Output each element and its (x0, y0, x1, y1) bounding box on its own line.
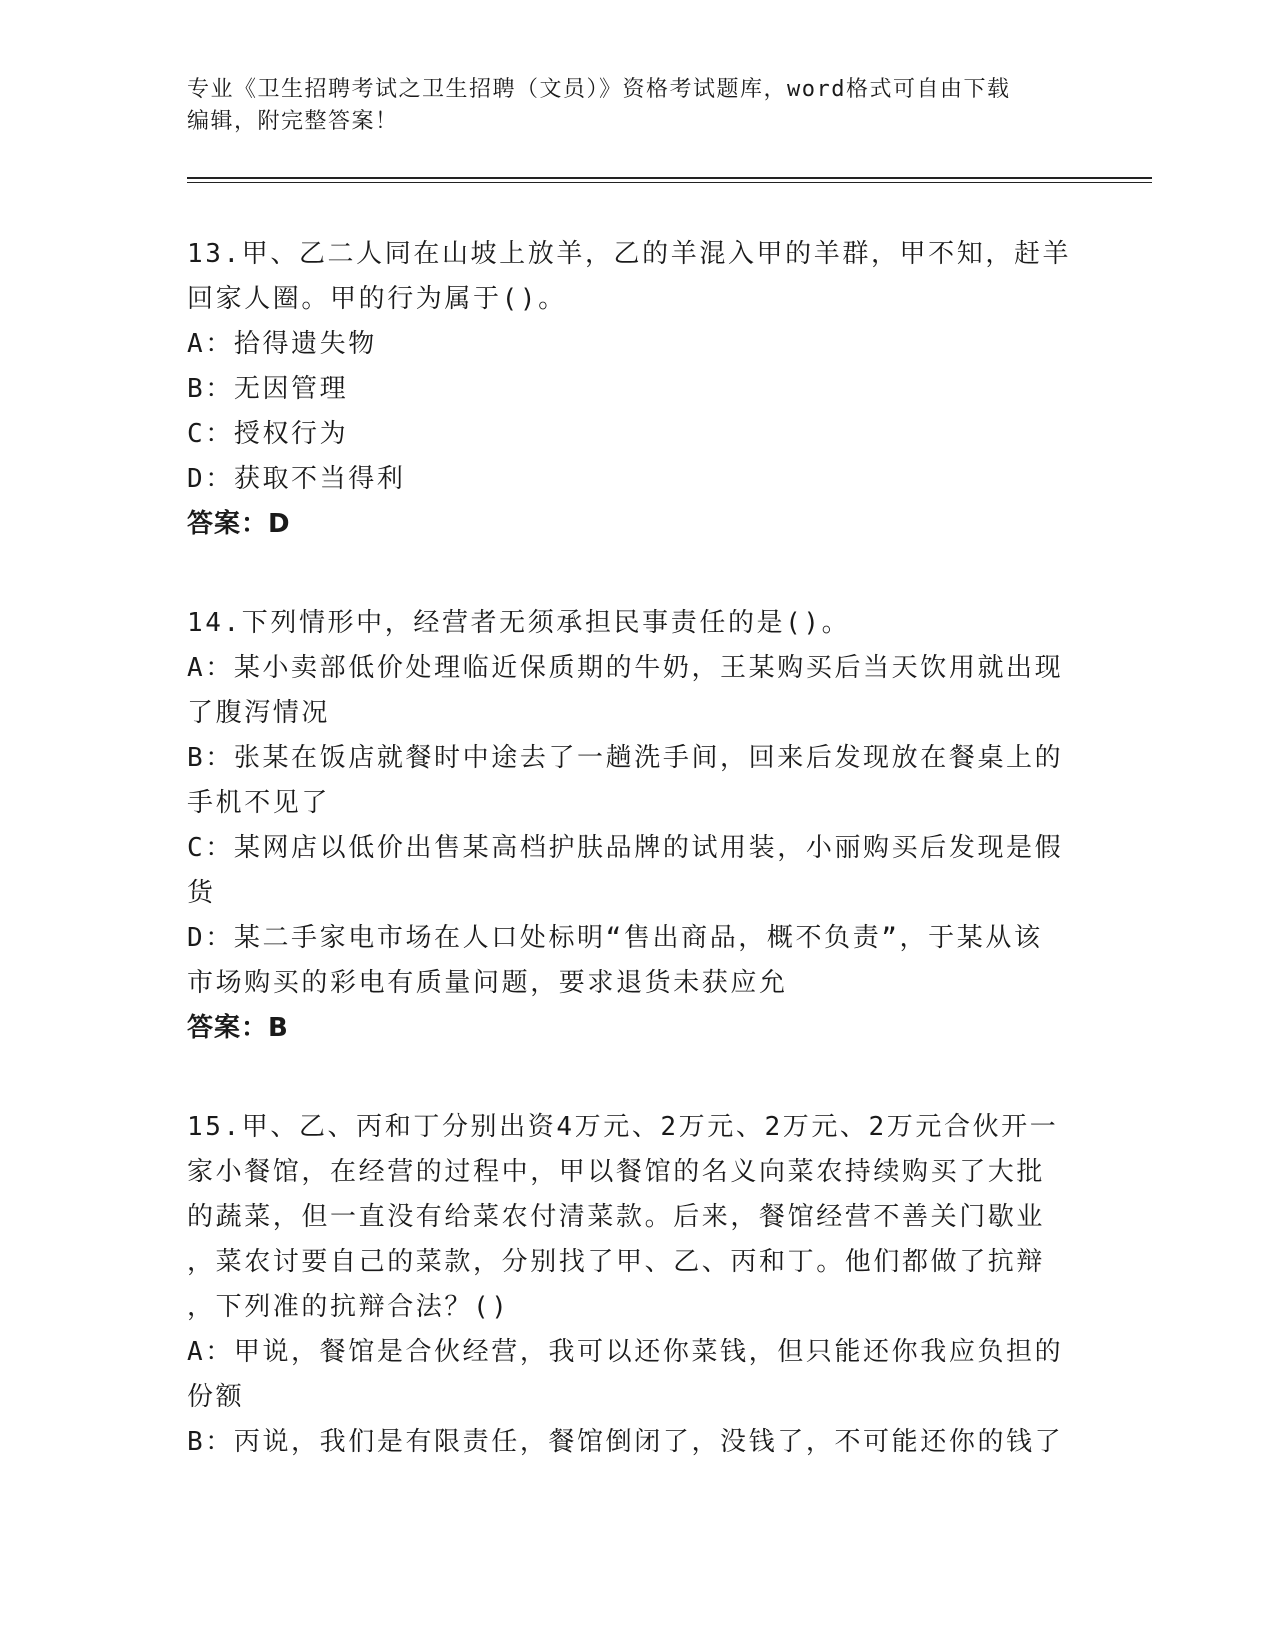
header-divider-thin (187, 182, 1152, 183)
answer: 答案：D (187, 509, 291, 539)
question-text: 的蔬菜，但一直没有给菜农付清菜款。后来，餐馆经营不善关门歇业 (187, 1202, 1046, 1232)
option-b: B：张某在饭店就餐时中途去了一趟洗手间，回来后发现放在餐桌上的 (187, 743, 1064, 773)
question-gap (187, 547, 1087, 601)
option-a: A：某小卖部低价处理临近保质期的牛奶，王某购买后当天饮用就出现 (187, 653, 1064, 683)
option-c-cont: 货 (187, 878, 216, 908)
option-a: A：甲说，餐馆是合伙经营，我可以还你菜钱，但只能还你我应负担的 (187, 1337, 1064, 1367)
header-divider-thick (187, 177, 1152, 179)
question-13 (187, 232, 1087, 547)
question-15 (187, 1105, 1087, 1465)
question-text: 15.甲、乙、丙和丁分别出资4万元、2万元、2万元、2万元合伙开一 (187, 1112, 1059, 1142)
question-text: 13.甲、乙二人同在山坡上放羊，乙的羊混入甲的羊群，甲不知，赶羊 (187, 239, 1072, 269)
option-b-cont: 手机不见了 (187, 788, 331, 818)
question-gap (187, 1051, 1087, 1105)
header-line-2: 编辑，附完整答案！ (187, 109, 399, 134)
option-d-cont: 市场购买的彩电有质量问题，要求退货未获应允 (187, 968, 788, 998)
question-text: 14.下列情形中，经营者无须承担民事责任的是()。 (187, 608, 851, 638)
question-text: 回家人圈。甲的行为属于()。 (187, 284, 567, 314)
question-14 (187, 601, 1087, 1051)
document-header (187, 74, 1087, 138)
option-d: D：某二手家电市场在人口处标明“售出商品，概不负责”，于某从该 (187, 923, 1043, 953)
option-b: B：无因管理 (187, 374, 349, 404)
option-b: B：丙说，我们是有限责任，餐馆倒闭了，没钱了，不可能还你的钱了 (187, 1427, 1064, 1457)
option-a: A：拾得遗失物 (187, 329, 377, 359)
answer: 答案：B (187, 1013, 289, 1043)
header-line-1: 专业《卫生招聘考试之卫生招聘（文员）》资格考试题库，word格式可自由下载 (187, 77, 1011, 102)
option-a-cont: 份额 (187, 1382, 245, 1412)
question-text: 家小餐馆，在经营的过程中，甲以餐馆的名义向菜农持续购买了大批 (187, 1157, 1046, 1187)
question-text: ，菜农讨要自己的菜款，分别找了甲、乙、丙和丁。他们都做了抗辩 (187, 1247, 1046, 1277)
option-a-cont: 了腹泻情况 (187, 698, 331, 728)
option-c: C：授权行为 (187, 419, 349, 449)
option-d: D：获取不当得利 (187, 464, 406, 494)
question-text: ，下列准的抗辩合法？() (187, 1292, 510, 1322)
question-list (187, 232, 1087, 1465)
option-c: C：某网店以低价出售某高档护肤品牌的试用装，小丽购买后发现是假 (187, 833, 1064, 863)
